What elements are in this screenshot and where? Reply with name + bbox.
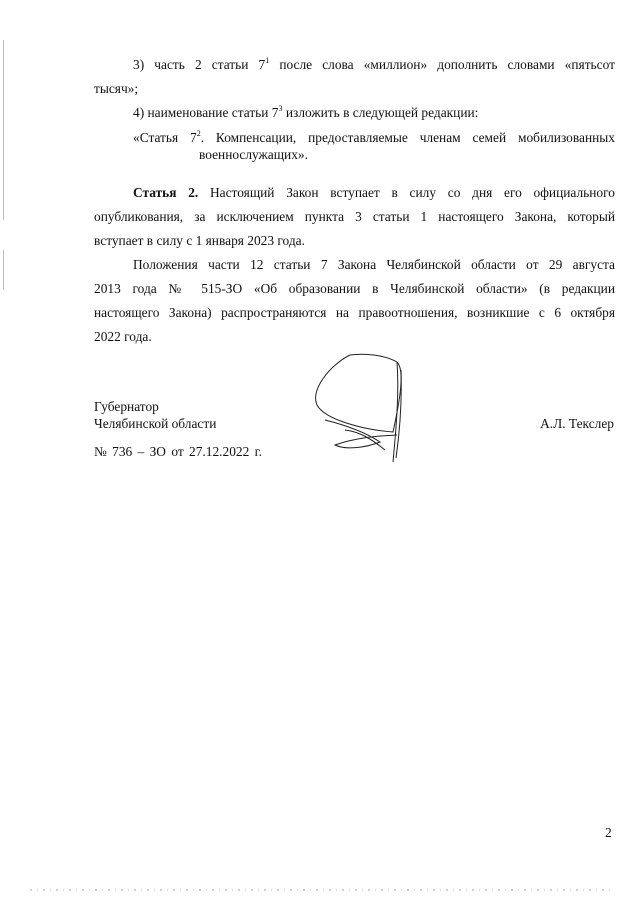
amendment-item-3: [133, 57, 615, 73]
handwritten-signature: [305, 350, 425, 465]
quote-superscript: 2: [196, 129, 201, 138]
article-2-heading: Статья 2.: [133, 185, 199, 200]
page-number: 2: [605, 825, 612, 840]
paragraph-2-line-4: 2022 года.: [94, 329, 152, 344]
item4-prefix: 4) наименование статьи 7: [133, 105, 279, 120]
quote-prefix: «Статья 7: [133, 130, 197, 145]
paragraph-2-line-1: Положения части 12 статьи 7 Закона Челябинской области от 29 августа: [133, 257, 615, 272]
amendment-item-4: [133, 105, 478, 121]
signatory-name: А.Л. Текслер: [540, 416, 614, 431]
article-2-text: Настоящий Закон вступает в силу со дня его официального: [210, 185, 615, 200]
item4-superscript: 3: [278, 104, 283, 113]
quoted-article-heading-continued: военнослужащих».: [199, 147, 308, 162]
item3-prefix: 3) часть 2 статьи 7: [133, 57, 266, 72]
item3-superscript: 1: [265, 56, 270, 65]
scan-bottom-noise: [30, 889, 610, 891]
article-2-line-3: вступает в силу с 1 января 2023 года.: [94, 233, 305, 248]
scan-edge-mark: [3, 250, 4, 290]
paragraph-2-line-3: настоящего Закона) распространяются на правоотношения, возникшие с 6 октября: [94, 305, 615, 320]
quoted-article-heading: [133, 130, 615, 146]
item3-text: после слова «миллион» дополнить словами «пятьсот: [279, 57, 615, 72]
quote-text: . Компенсации, предоставляемые членам семей мобилизованных: [200, 130, 615, 145]
law-number-and-date: № 736 – ЗО от 27.12.2022 г.: [94, 444, 262, 459]
article-2-line-2: опубликования, за исключением пункта 3 статьи 1 настоящего Закона, который: [94, 209, 615, 224]
item4-text: изложить в следующей редакции:: [285, 105, 479, 120]
amendment-item-3-continued: тысяч»;: [94, 81, 139, 96]
paragraph-2-line-2: 2013 года № 515-ЗО «Об образовании в Челябинской области» (в редакции: [94, 281, 615, 296]
scan-edge-mark: [3, 40, 4, 220]
signatory-title-line-2: Челябинской области: [94, 416, 217, 431]
article-2-first-line: [133, 185, 615, 201]
signatory-title-line-1: Губернатор: [94, 399, 159, 414]
